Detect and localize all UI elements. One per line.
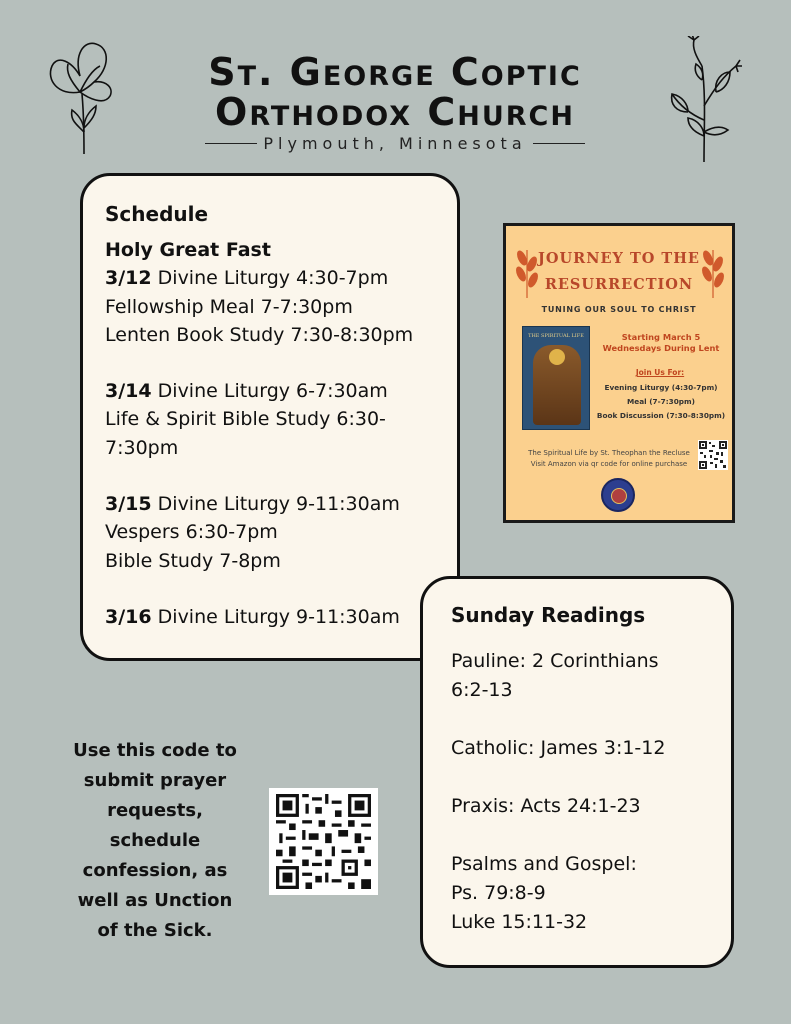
schedule-event: Bible Study 7-8pm xyxy=(105,549,281,572)
book-title: THE SPIRITUAL LIFE xyxy=(528,333,584,339)
lent-poster xyxy=(503,223,735,523)
poster-footer-line: The Spiritual Life by St. Theophan the Recluse xyxy=(528,449,690,457)
prayer-line: well as Unction xyxy=(77,890,233,911)
schedule-event: Lenten Book Study 7:30-8:30pm xyxy=(105,323,414,346)
poster-join-heading: Join Us For: xyxy=(635,368,685,377)
schedule-event: Divine Liturgy 6-7:30am xyxy=(157,380,388,403)
poster-join-item: Evening Liturgy (4:30-7pm) xyxy=(604,383,718,392)
schedule-item xyxy=(105,264,457,292)
schedule-card xyxy=(80,173,460,661)
poster-join-list xyxy=(592,381,730,423)
poster-footer-line: Visit Amazon via qr code for online purchase xyxy=(530,460,688,468)
prayer-line: of the Sick. xyxy=(97,920,213,941)
schedule-list xyxy=(105,236,457,631)
schedule-event: Vespers 6:30-7pm xyxy=(105,521,278,544)
saint-icon xyxy=(533,345,581,425)
church-title xyxy=(150,52,640,153)
prayer-request-qr-code[interactable] xyxy=(269,788,378,895)
prayer-line: schedule xyxy=(109,830,201,851)
readings-list xyxy=(451,647,731,937)
location-subtitle xyxy=(150,134,640,153)
schedule-heading: Schedule xyxy=(105,202,209,226)
book-cover-image xyxy=(522,326,590,430)
section-title: Holy Great Fast xyxy=(105,239,271,261)
poster-qr-code[interactable] xyxy=(698,440,728,470)
schedule-event: Divine Liturgy 4:30-7pm xyxy=(157,267,389,290)
church-title-line1: St. George Coptic xyxy=(208,50,582,94)
church-seal-logo xyxy=(601,478,635,512)
reading-line: Praxis: Acts 24:1-23 xyxy=(451,795,641,817)
schedule-date: 3/15 xyxy=(105,493,152,516)
prayer-line: submit prayer xyxy=(83,770,227,791)
readings-heading: Sunday Readings xyxy=(451,603,646,627)
prayer-line: requests, xyxy=(107,800,203,821)
schedule-event: Fellowship Meal 7-7:30pm xyxy=(105,295,353,318)
reading-line: Psalms and Gospel: xyxy=(451,853,637,875)
qr-code-icon xyxy=(275,794,372,889)
prayer-line: confession, as xyxy=(82,860,228,881)
poster-tagline: TUNING OUR SOUL TO CHRIST xyxy=(541,305,697,314)
prayer-request-text xyxy=(60,736,250,946)
poster-start-days: Wednesdays During Lent xyxy=(602,343,720,353)
schedule-event: Life & Spirit Bible Study 6:30- xyxy=(105,408,386,431)
poster-start-date: Starting March 5 xyxy=(621,332,701,342)
sunday-readings-card xyxy=(420,576,734,968)
schedule-event: 7:30pm xyxy=(105,436,179,459)
flower-icon-right xyxy=(666,36,746,164)
reading-line: Catholic: James 3:1-12 xyxy=(451,737,666,759)
poster-footer xyxy=(516,448,702,470)
schedule-event: Divine Liturgy 9-11:30am xyxy=(157,493,400,516)
schedule-item xyxy=(105,603,457,631)
schedule-date: 3/12 xyxy=(105,267,152,290)
reading-line: Ps. 79:8-9 xyxy=(451,882,546,904)
poster-title-line2: RESURRECTION xyxy=(544,276,694,293)
reading-line: Pauline: 2 Corinthians xyxy=(451,650,659,672)
prayer-line: Use this code to xyxy=(73,740,237,761)
divider xyxy=(533,143,585,145)
poster-join-item: Book Discussion (7:30-8:30pm) xyxy=(596,411,726,420)
schedule-date: 3/14 xyxy=(105,380,152,403)
schedule-event: Divine Liturgy 9-11:30am xyxy=(157,605,400,628)
poster-start-info xyxy=(594,332,728,354)
reading-line: 6:2-13 xyxy=(451,679,513,701)
divider xyxy=(205,143,257,145)
schedule-item xyxy=(105,490,457,518)
location-text: Plymouth, Minnesota xyxy=(263,134,527,153)
flower-icon-left xyxy=(44,36,116,156)
reading-line: Luke 15:11-32 xyxy=(451,911,588,933)
poster-title xyxy=(506,246,732,298)
poster-join-item: Meal (7-7:30pm) xyxy=(627,397,695,406)
schedule-date: 3/16 xyxy=(105,605,152,628)
poster-title-line1: JOURNEY TO THE xyxy=(538,250,700,267)
church-title-line2: Orthodox Church xyxy=(215,90,575,134)
schedule-item xyxy=(105,377,457,405)
